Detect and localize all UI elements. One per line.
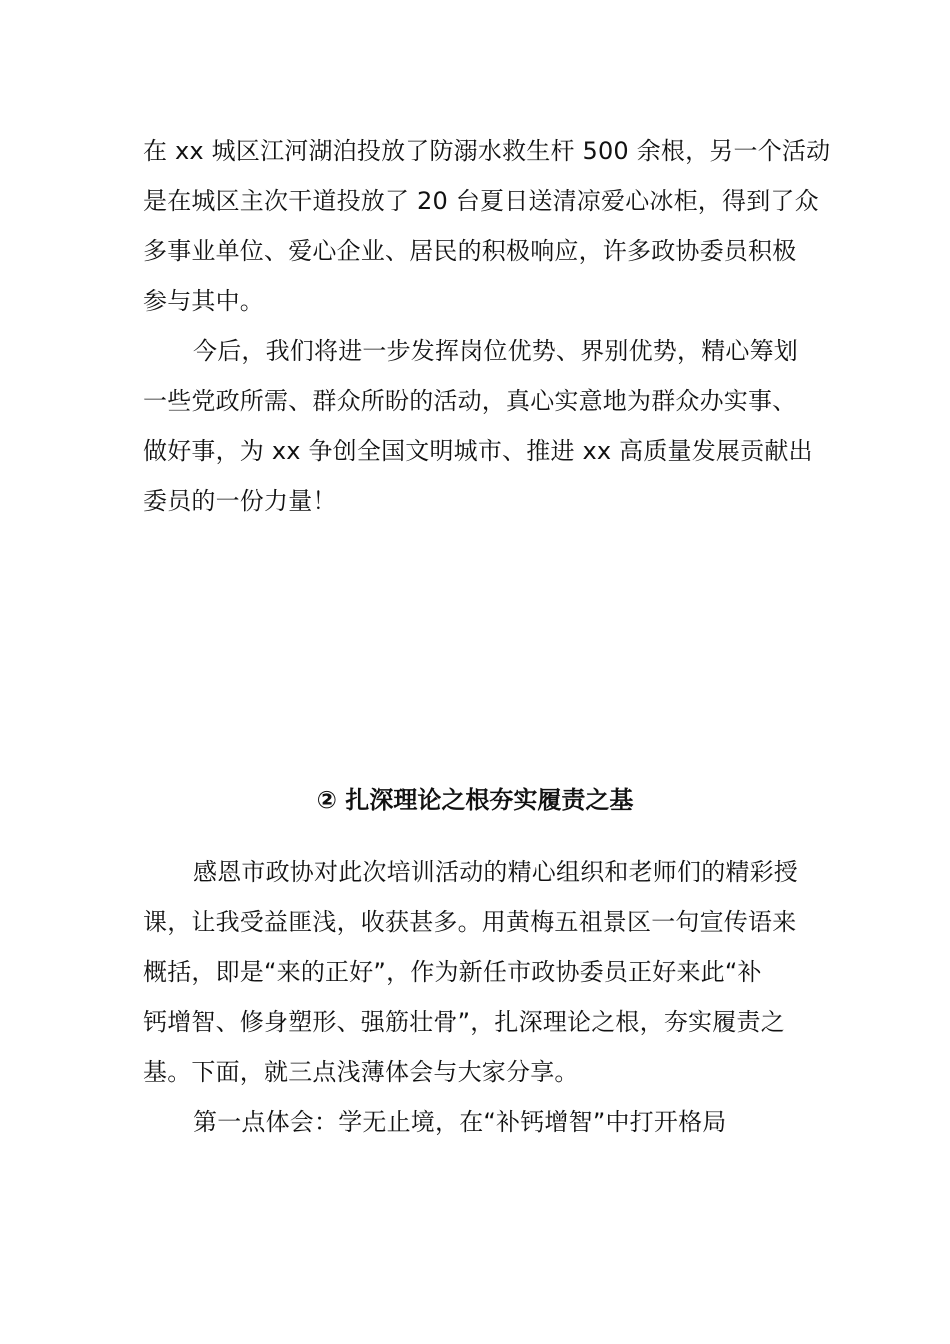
paragraph-line: 在 xx 城区江河湖泊投放了防溺水救生杆 500 余根，另一个活动: [143, 137, 831, 165]
paragraph-line: 多事业单位、爱心企业、居民的积极响应，许多政协委员积极: [143, 237, 797, 265]
paragraph-line: 今后，我们将进一步发挥岗位优势、界别优势，精心筹划: [193, 337, 798, 365]
paragraph-line: 参与其中。: [143, 287, 264, 315]
paragraph-line: 委员的一份力量！: [143, 487, 337, 515]
paragraph-line: 感恩市政协对此次培训活动的精心组织和老师们的精彩授: [193, 858, 798, 886]
paragraph-line: 是在城区主次干道投放了 20 台夏日送清凉爱心冰柜，得到了众: [143, 187, 819, 215]
paragraph-line: 第一点体会：学无止境，在“补钙增智”中打开格局: [193, 1108, 727, 1136]
section-heading: ② 扎深理论之根夯实履责之基: [316, 786, 634, 814]
paragraph-line: 课，让我受益匪浅，收获甚多。用黄梅五祖景区一句宣传语来: [143, 908, 797, 936]
paragraph-line: 基。下面，就三点浅薄体会与大家分享。: [143, 1058, 579, 1086]
paragraph-line: 做好事，为 xx 争创全国文明城市、推进 xx 高质量发展贡献出: [143, 437, 813, 465]
paragraph-line: 概括，即是“来的正好”，作为新任市政协委员正好来此“补: [143, 958, 762, 986]
paragraph-line: 一些党政所需、群众所盼的活动，真心实意地为群众办实事、: [143, 387, 797, 415]
paragraph-line: 钙增智、修身塑形、强筋壮骨”，扎深理论之根，夯实履责之: [143, 1008, 785, 1036]
